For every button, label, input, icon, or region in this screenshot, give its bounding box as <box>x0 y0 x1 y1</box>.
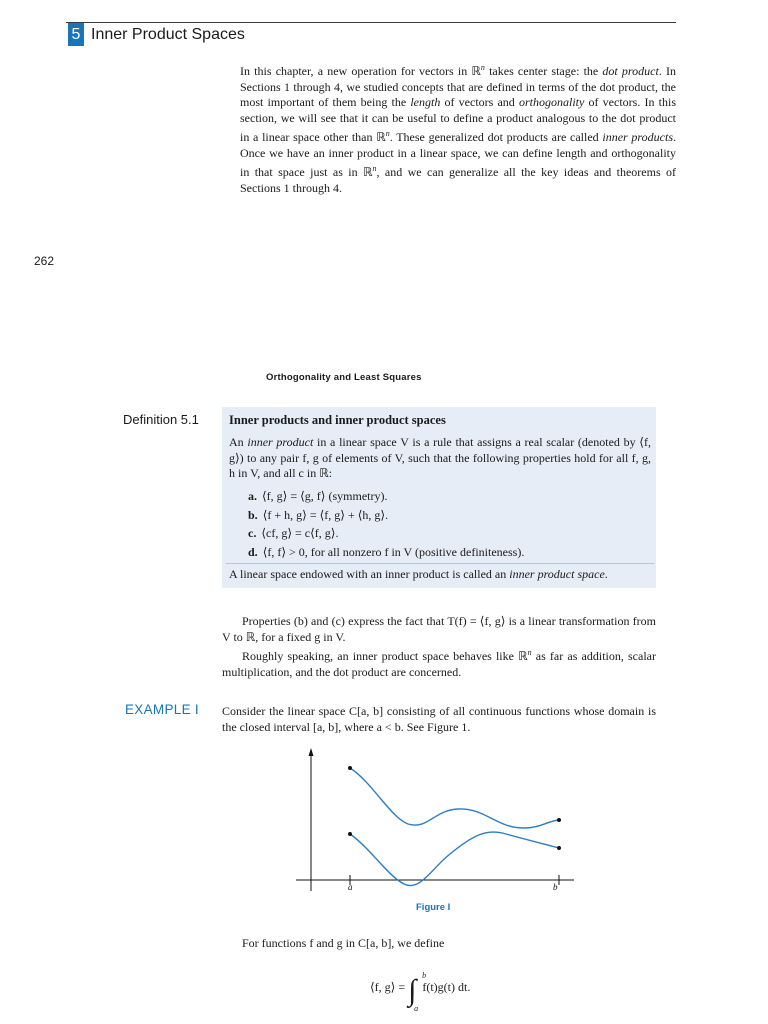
paragraph-roughly-speaking: Roughly speaking, an inner product space behaves like ℝ$^n$ as far as addition, scalar multiplication, and the dot product are concerned. <box>222 648 656 679</box>
definition-title: Inner products and inner product spaces <box>229 413 446 427</box>
integral-sign: ∫ b a <box>408 971 427 1013</box>
example-text: Consider the linear space C[a, b] consisting of all continuous functions whose domain is the closed interval [a, b], where a < b. See Figure 1. <box>222 704 656 734</box>
figure-1-graph <box>296 744 576 894</box>
definition-separator <box>226 563 654 564</box>
chapter-number-badge: 5 <box>68 23 84 46</box>
endpoint-f-b <box>557 818 561 822</box>
define-sentence: For functions f and g in C[a, b], we define <box>242 936 445 950</box>
property-b: b. ⟨f + h, g⟩ = ⟨f, g⟩ + ⟨h, g⟩. <box>248 508 389 522</box>
curve-g <box>350 832 559 886</box>
property-d: d. ⟨f, f⟩ > 0, for all nonzero f in V (positive definiteness). <box>248 545 525 559</box>
property-a: a. ⟨f, g⟩ = ⟨g, f⟩ (symmetry). <box>248 489 388 503</box>
tick-label-b: b <box>553 882 558 892</box>
figure-caption: Figure I <box>416 902 451 913</box>
endpoint-g-a <box>348 832 352 836</box>
endpoint-f-a <box>348 766 352 770</box>
inner-product-formula: ⟨f, g⟩ = ∫ b a f(t)g(t) dt. <box>370 971 471 1013</box>
chapter-title: Inner Product Spaces <box>91 26 245 43</box>
tick-label-a: a <box>348 882 353 892</box>
y-axis-arrow <box>309 748 314 756</box>
definition-closing: A linear space endowed with an inner product is called an inner product space. <box>229 567 608 581</box>
endpoint-g-b <box>557 846 561 850</box>
header-rule <box>66 22 676 23</box>
paragraph-linear-transformation: Properties (b) and (c) express the fact that T(f) = ⟨f, g⟩ is a linear transformation from V to ℝ, for a fixed g in V. <box>222 614 656 644</box>
example-label: EXAMPLE I <box>125 702 199 717</box>
running-head: Orthogonality and Least Squares <box>266 372 422 383</box>
definition-body: An inner product in a linear space V is a rule that assigns a real scalar (denoted by ⟨f, g⟩) to any pair f, g of elements of V, such that the following properties hold for all f, g, h in V, and all c in ℝ: <box>229 435 651 480</box>
definition-label: Definition 5.1 <box>123 412 199 427</box>
intro-paragraph: In this chapter, a new operation for vectors in ℝ$^n$ takes center stage: the dot product. In Sections 1 through 4, we studied concepts that are defined in terms of the dot product, the most important of them being the length of vectors and orthogonality of vectors. In this section, we will see that it can be useful to define a product analogous to the dot product in a linear space other than ℝ$^n$. These generalized dot products are called inner products. Once we have an inner product in a linear space, we can define length and orthogonality in that space just as in ℝ$^n$, and we can generalize all the key ideas and theorems of Sections 1 through 4. <box>240 63 677 195</box>
page-number: 262 <box>34 254 55 268</box>
property-c: c. ⟨cf, g⟩ = c⟨f, g⟩. <box>248 526 339 540</box>
curve-f <box>350 768 559 828</box>
